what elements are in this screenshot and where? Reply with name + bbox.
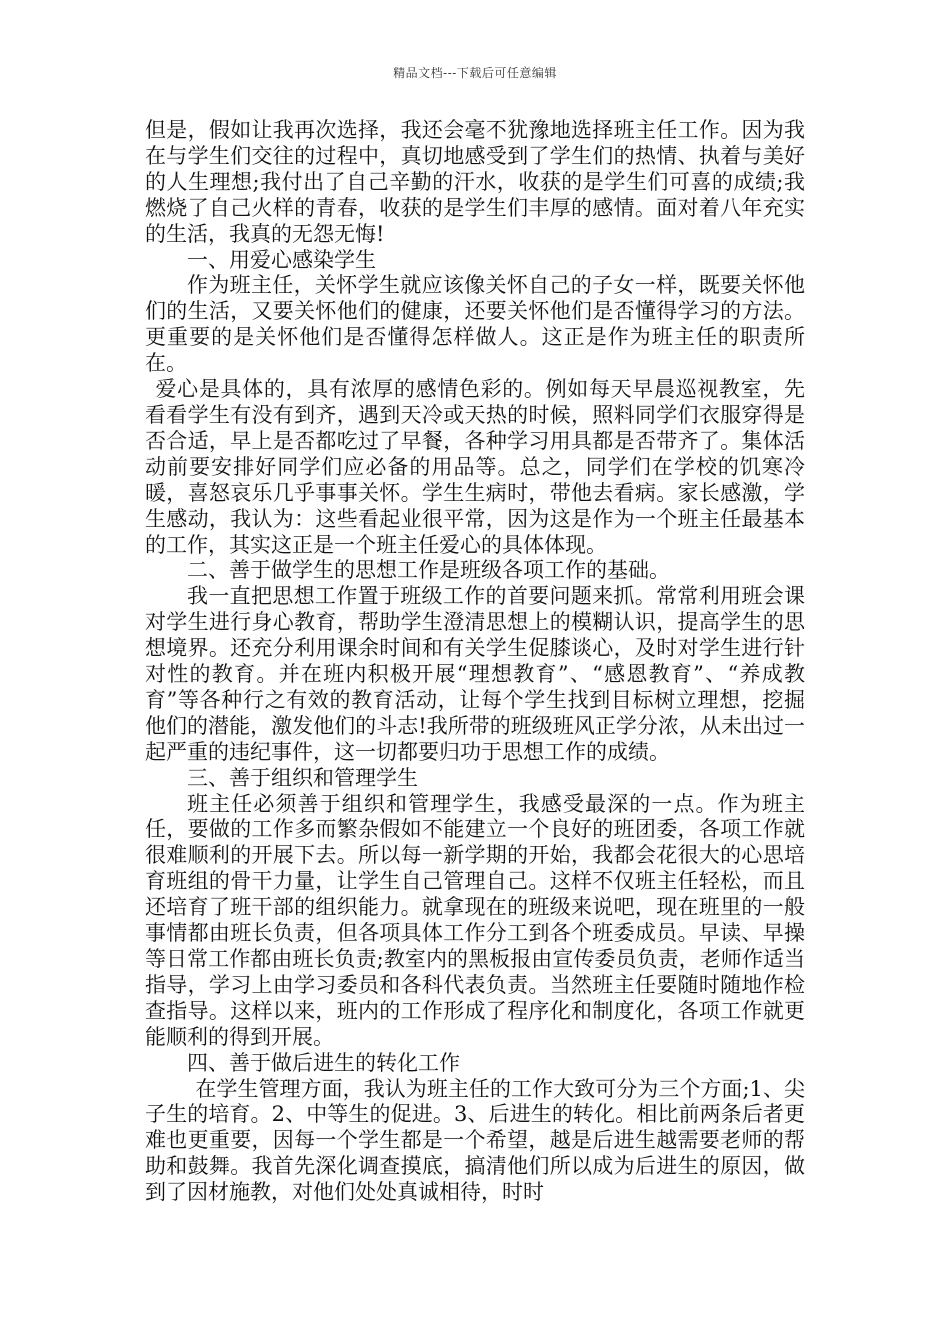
page-header: 精品文档---下载后可任意编辑 <box>393 66 557 80</box>
paragraph-1: 作为班主任，关怀学生就应该像关怀自己的子女一样，既要关怀他们的生活，又要关怀他们的健康，还要关怀他们是否懂得学习的方法。更重要的是关怀他们是否懂得怎样做人。这正是作为班主任的职责所在。 <box>145 273 805 376</box>
paragraph-4: 班主任必须善于组织和管理学生，我感受最深的一点。作为班主任，要做的工作多而繁杂假如不能建立一个良好的班团委，各项工作就很难顺利的开展下去。所以每一新学期的开始，我都会花很大的心思培育班组的骨干力量，让学生自己管理自己。这样不仅班主任轻松，而且还培育了班干部的组织能力。就拿现在的班级来说吧，现在班里的一般事情都由班长负责，但各项具体工作分工到各个班委成员。早读、早操等日常工作都由班长负责;教室内的黑板报由宣传委员负责，老师作适当指导，学习上由学习委员和各科代表负责。当然班主任要随时随地作检查指导。这样以来，班内的工作形成了程序化和制度化，各项工作就更能顺利的得到开展。 <box>145 791 805 1049</box>
paragraph-intro: 但是，假如让我再次选择，我还会毫不犹豫地选择班主任工作。因为我在与学生们交往的过程中，真切地感受到了学生们的热情、执着与美好的人生理想;我付出了自己辛勤的汗水，收获的是学生们可喜的成绩;我燃烧了自己火样的青春，收获的是学生们丰厚的感情。面对着八年充实的生活，我真的无怨无悔! <box>145 118 805 246</box>
section-heading-3: 三、善于组织和管理学生 <box>187 765 418 790</box>
paragraph-2: 爱心是具体的，具有浓厚的感情色彩的。例如每天早晨巡视教室，先看看学生有没有到齐，遇到天冷或天热的时候，照料同学们衣服穿得是否合适，早上是否都吃过了早餐，各种学习用具都是否带齐了。集体活动前要安排好同学们应必备的用品等。总之，同学们在学校的饥寒冷暖，喜怒哀乐几乎事事关怀。学生生病时，带他去看病。家长感激，学生感动，我认为：这些看起业很平常，因为这是作为一个班主任最基本的工作，其实这正是一个班主任爱心的具体体现。 <box>145 377 805 557</box>
section-heading-1: 一、用爱心感染学生 <box>187 247 376 272</box>
document-body <box>145 118 805 1206</box>
section-heading-2: 二、善于做学生的思想工作是班级各项工作的基础。 <box>187 558 670 583</box>
paragraph-3: 我一直把思想工作置于班级工作的首要问题来抓。常常利用班会课对学生进行身心教育，帮助学生澄清思想上的模糊认识，提高学生的思想境界。还充分利用课余时间和有关学生促膝谈心，及时对学生进行针对性的教育。并在班内积极开展“理想教育”、“感恩教育”、“养成教育”等各种行之有效的教育活动，让每个学生找到目标树立理想，挖掘他们的潜能，激发他们的斗志!我所带的班级班风正学分浓，从未出过一起严重的违纪事件，这一切都要归功于思想工作的成绩。 <box>145 584 805 764</box>
section-heading-4: 四、善于做后进生的转化工作 <box>187 1050 460 1075</box>
paragraph-5: 在学生管理方面，我认为班主任的工作大致可分为三个方面;1、尖子生的培育。2、中等生的促进。3、后进生的转化。相比前两条后者更难也更重要，因每一个学生都是一个希望，越是后进生越需要老师的帮助和鼓舞。我首先深化调查摸底，搞清他们所以成为后进生的原因，做到了因材施教，对他们处处真诚相待，时时 <box>145 1076 805 1205</box>
